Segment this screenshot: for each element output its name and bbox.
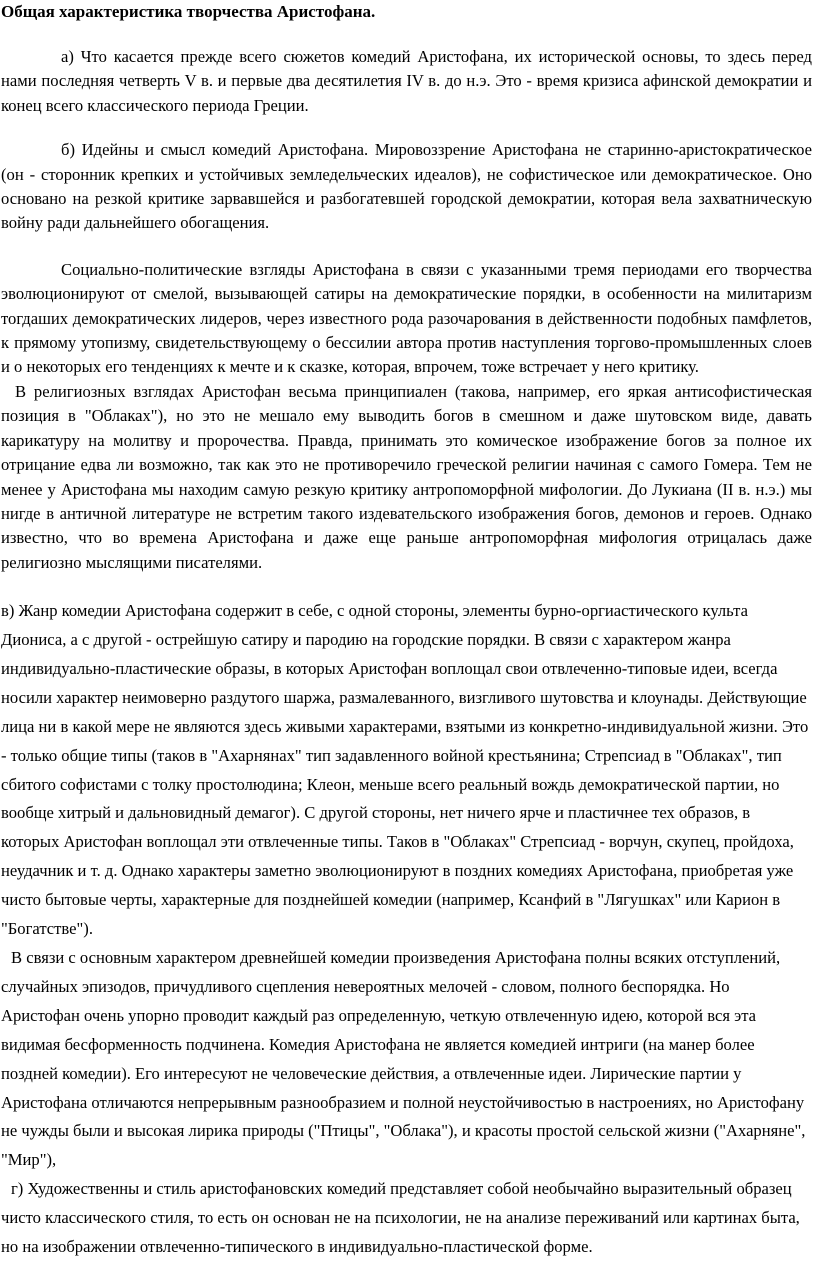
paragraph-b: б) Идейны и смысл комедий Аристофана. Мировоззрение Аристофана не старинно-аристократическое (он - сторонник крепких и устойчивых земледельческих идеалов), не софистическое или демократическое. Оно основано на резкой критике зарвавшейся и разбогатевшей городской демократии, которая вела захватническую войну ради дальнейшего обогащения. — [1, 140, 812, 233]
document-title: Общая характеристика творчества Аристофана. — [1, 2, 376, 21]
paragraph-a: а) Что касается прежде всего сюжетов комедий Аристофана, их исторической основы, то здесь перед нами последняя четверть V в. и первые два десятилетия IV в. до н.э. Это - время кризиса афинской демократии и конец всего классического периода Греции. — [1, 47, 812, 115]
paragraph-social-political: Социально-политические взгляды Аристофана в связи с указанными тремя периодами его творчества эволюционируют от смелой, вызывающей сатиры на демократические порядки, в особенности на милитаризм тогдаших демократических лидеров, через известного рода разочарования в действенности подобных памфлетов, к прямому утопизму, свидетельствующему о бессилии автора против наступления торгово-промышленных слоев и о некоторых его тенденциях к мечте и к сказке, которая, впрочем, тоже встречает у него критику. — [1, 259, 812, 377]
paragraph-v: в) Жанр комедии Аристофана содержит в себе, с одной стороны, элементы бурно-оргиастического культа Диониса, а с другой - острейшую сатиру и пародию на городские порядки. В связи с характером жанра индивидуально-пластические образы, в которых Аристофан воплощал свои отвлеченно-типовые идеи, всегда носили характер неимоверно раздутого шаржа, размалеванного, визгливого шутовства и клоунады. Действующие лица ни в какой мере не являются здесь живыми характерами, взятыми из конкретно-индивидуальной жизни. Это - только общие типы (таков в "Ахарнянах" тип задавленного войной крестьянина; Стрепсиад в "Облаках", тип сбитого софистами с толку простолюдина; Клеон, меньше всего реальный вождь демократической партии, но вообще хитрый и дальновидный демагог). С другой стороны, нет ничего ярче и пластичнее тех образов, в которых Аристофан воплощал эти отвлеченные типы. Таков в "Облаках" Стрепсиад - ворчун, скупец, пройдоха, неудачник и т. д. Однако характеры заметно эволюционируют в поздних комедиях Аристофана, приобретая уже чисто бытовые черты, характерные для позднейшей комедии (например, Ксанфий в "Лягушках" или Карион в "Богатстве"). — [1, 601, 809, 939]
paragraph-religion: В религиозных взглядах Аристофан весьма принципиален (такова, например, его яркая антисофистическая позиция в "Облаках"), но это не мешало ему выводить богов в смешном и даже шутовском виде, давать карикатуру на молитву и пророчества. Правда, принимать это комическое изображение богов за полное их отрицание едва ли возможно, так как это не противоречило греческой религии начиная с самого Гомера. Тем не менее у Аристофана мы находим самую резкую критику антропоморфной мифологии. До Лукиана (II в. н.э.) мы нигде в античной литературе не встретим такого издевательского изображения богов, демонов и героев. Однако известно, что во времена Аристофана и даже еще раньше антропоморфная мифология отрицалась даже религиозно мыслящими писателями. — [1, 381, 812, 572]
paragraph-g: г) Художественны и стиль аристофановских комедий представляет собой необычайно выразительный образец чисто классического стиля, то есть он основан не на психологии, не на анализе переживаний или картинах быта, но на изображении отвлеченно-типического в индивидуально-пластической форме. — [1, 1179, 800, 1257]
paragraph-structure: В связи с основным характером древнейшей комедии произведения Аристофана полны всяких отступлений, случайных эпизодов, причудливого сцепления невероятных мелочей - словом, полного беспорядка. Но Аристофан очень упорно проводит каждый раз определенную, четкую отвлеченную идею, которой вся эта видимая бесформенность подчинена. Комедия Аристофана не является комедией интриги (на манер более поздней комедии). Его интересуют не человеческие действия, а отвлеченные идеи. Лирические партии у Аристофана отличаются непрерывным разнообразием и полной неустойчивостью в настроениях, но Аристофану не чужды были и высокая лирика природы ("Птицы", "Облака"), и красоты простой сельской жизни ("Ахарняне", "Мир"), — [1, 948, 806, 1170]
